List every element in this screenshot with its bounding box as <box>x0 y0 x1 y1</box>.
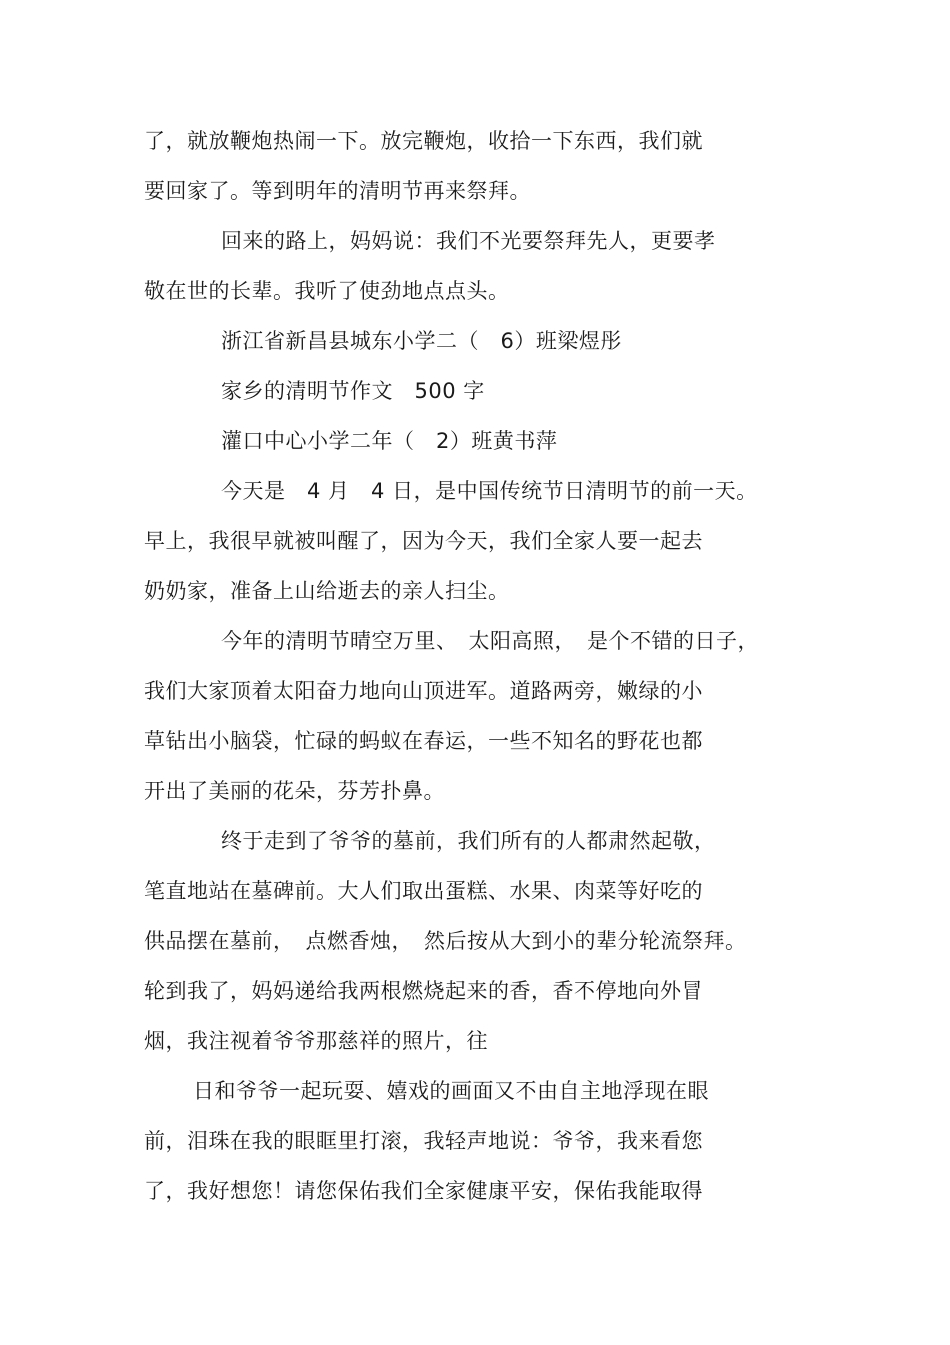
text-line: 今天是 4 月 4 日，是中国传统节日清明节的前一天。 <box>221 479 758 503</box>
text-line: 终于走到了爷爷的墓前，我们所有的人都肃然起敬， <box>221 829 716 853</box>
text-line: 要回家了。等到明年的清明节再来祭拜。 <box>144 179 531 203</box>
text-line: 轮到我了，妈妈递给我两根燃烧起来的香，香不停地向外冒 <box>144 979 703 1003</box>
text-line: 敬在世的长辈。我听了使劲地点点头。 <box>144 279 510 303</box>
text-line: 供品摆在墓前， 点燃香烛， 然后按从大到小的辈分轮流祭拜。 <box>144 929 747 953</box>
author-line: 灌口中心小学二年（ 2）班黄书萍 <box>221 429 558 453</box>
text-line: 了，我好想您！请您保佑我们全家健康平安，保佑我能取得 <box>144 1179 703 1203</box>
text-line: 烟，我注视着爷爷那慈祥的照片，往 <box>144 1029 488 1053</box>
text-line: 回来的路上，妈妈说：我们不光要祭拜先人，更要孝 <box>221 229 716 253</box>
text-line: 我们大家顶着太阳奋力地向山顶进军。道路两旁，嫩绿的小 <box>144 679 703 703</box>
author-line: 浙江省新昌县城东小学二（ 6）班梁煜彤 <box>221 329 622 353</box>
text-line: 早上，我很早就被叫醒了，因为今天，我们全家人要一起去 <box>144 529 703 553</box>
text-line: 笔直地站在墓碑前。大人们取出蛋糕、水果、肉菜等好吃的 <box>144 879 703 903</box>
essay-title: 家乡的清明节作文 500 字 <box>221 379 485 403</box>
text-line: 开出了美丽的花朵，芬芳扑鼻。 <box>144 779 445 803</box>
text-line: 日和爷爷一起玩耍、嬉戏的画面又不由自主地浮现在眼 <box>193 1079 709 1103</box>
text-line: 今年的清明节晴空万里、 太阳高照， 是个不错的日子， <box>221 629 759 653</box>
text-line: 草钻出小脑袋，忙碌的蚂蚁在春运，一些不知名的野花也都 <box>144 729 703 753</box>
text-line: 前，泪珠在我的眼眶里打滚，我轻声地说：爷爷，我来看您 <box>144 1129 703 1153</box>
text-line: 了，就放鞭炮热闹一下。放完鞭炮，收拾一下东西，我们就 <box>144 129 703 153</box>
text-line: 奶奶家，准备上山给逝去的亲人扫尘。 <box>144 579 510 603</box>
